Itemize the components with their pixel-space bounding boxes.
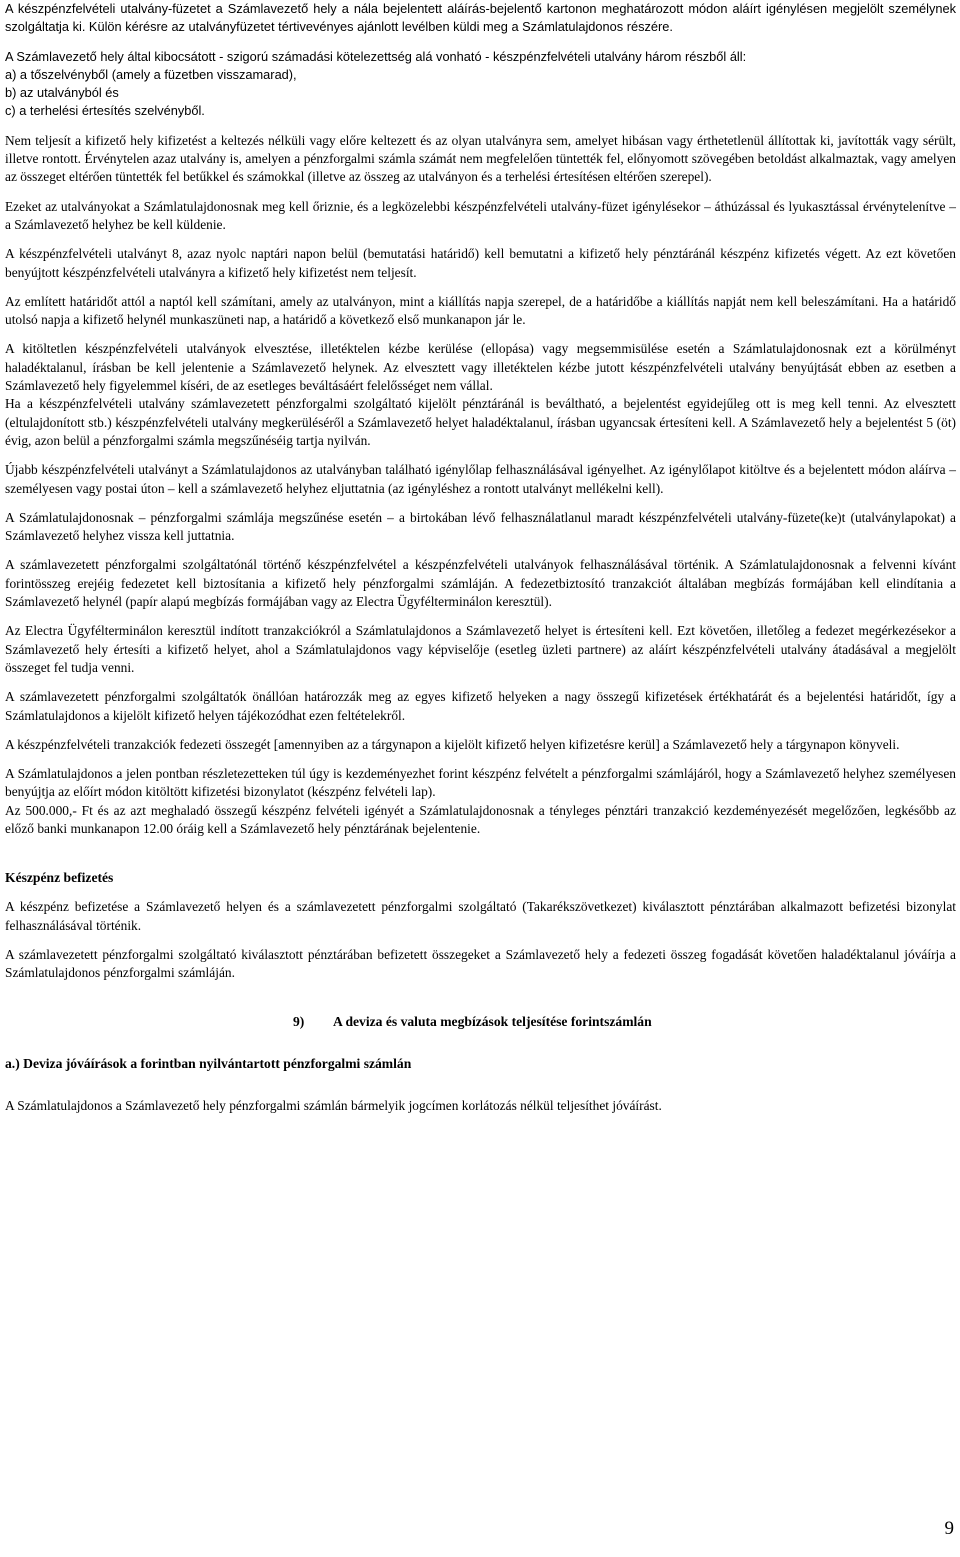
paragraph-retain-vouchers: Ezeket az utalványokat a Számlatulajdonosnak meg kell őriznie, és a legközelebbi készpénzfelvételi utalvány-füzet igénylésekor – áthúzással és lyukasztással érvénytelenítve – a Számlavezető helyhez be kell küldenie. — [5, 198, 956, 232]
paragraph-electra-terminal: Az Electra Ügyfélterminálon keresztül indított tranzakciókról a Számlatulajdonos a Számlavezető helyet is értesíteni kell. Ezt követően, illetőleg a fedezet megérkezésekor a Számlavezető hely értesíti a kifizető helyet, ahol a Számlatulajdonos vagy képviselője (esetleg üzleti partnere) az aláírt készpénzfelvételi utalvány átadásával a megjelölt összeget fel tudja venni. — [5, 623, 956, 675]
section-number: 9) — [293, 1014, 305, 1030]
paragraph-lost-vouchers: A kitöltetlen készpénzfelvételi utalványok elvesztése, illetéktelen kézbe kerülése (ellopása) vagy megsemmisülése esetén a Számlatulajdonosnak ezt a körülményt haladéktalanul, írásban be kell jelentenie a Számlavezető helynek. Az elvesztett vagy illetéktelen kézbe jutott készpénzfelvételi utalvány benyújtását ebben az esetben a Számlavezető hely figyelemmel kíséri, de az esetleges beváltásáért felelősséget nem vállal. — [5, 341, 956, 394]
paragraph-deposit-method: A készpénz befizetése a Számlavezető helyen és a számlavezetett pénzforgalmi szolgáltató (Takarékszövetkezet) kiválasztott pénztárában alkalmazott befizetési bizonylat felhasználásával történik. — [5, 899, 956, 933]
paragraph-deadline-calculation: Az említett határidőt attól a naptól kell számítani, amely az utalványon, mint a kiállítás napja szerepel, de a határidőbe a kiállítás napját nem kell beleszámítani. Ha a határidő utolsó napja a kifizető helynél munkaszüneti nap, a határidő a következő első munkanapon jár le. — [5, 293, 956, 328]
paragraph-credit-any-title: A Számlatulajdonos a Számlavezető hely pénzforgalmi számlán bármelyik jogcímen korlátozás nélkül teljesíthet jóváírást. — [5, 1098, 662, 1114]
paragraph-personal-withdrawal: A Számlatulajdonos a jelen pontban részletezetteken túl úgy is kezdeményezhet forint készpénz felvételt a pénzforgalmi számlájáról, hogy a Számlavezető helyhez személyesen benyújtja az előírt módon kitöltött kifizetési bizonylatot (készpénz felvételi lap). — [5, 766, 956, 800]
intro-paragraph: A készpénzfelvételi utalvány-füzetet a Számlavezető hely a nála bejelentett aláírás-bejelentő kartonon meghatározott módon aláírt igénylésen megjelölt személynek szolgáltatja ki. Külön kérésre az utalványfüzetet tértivevényes ajánlott levélben küldi meg a Számlatulajdonos részére. — [5, 1, 956, 35]
voucher-part-a: a) a tőszelvényből (amely a füzetben visszamarad), — [5, 66, 297, 82]
voucher-parts-intro: A Számlavezető hely által kibocsátott - szigorú számadási kötelezettség alá vonható - készpénzfelvételi utalvány három részből áll: — [5, 48, 747, 64]
paragraph-booking: A készpénzfelvételi tranzakciók fedezeti összegét [amennyiben az a tárgynapon a kijelölt kifizető helyen kifizetésre kerül] a Számlavezető hely a tárgynapon könyveli. — [5, 736, 900, 752]
paragraph-presentation-deadline: A készpénzfelvételi utalványt 8, azaz nyolc naptári napon belül (bemutatási határidő) kell bemutatni a kifizető hely pénztáránál készpénz kifizetés végett. Az ezt követően benyújtott készpénzfelvételi utalványra a kifizető hely kifizetést nem teljesít. — [5, 246, 956, 280]
section-title: A deviza és valuta megbízások teljesítése forintszámlán — [333, 1014, 652, 1030]
paragraph-cash-withdrawal: A számlavezetett pénzforgalmi szolgáltatónál történő készpénzfelvétel a készpénzfelvételi utalványok felhasználásával történik. A Számlatulajdonosnak a felvenni kívánt forintösszeg erejéig fedezetet kell biztosítania a kifizető hely pénzforgalmi számláján. A fedezetbiztosító tranzakciót általában megbízás formájában kell elindítania a Számlavezető helynél (papír alapú megbízás formájában vagy az Electra Ügyfélterminálon keresztül). — [5, 557, 956, 610]
heading-cash-deposit: Készpénz befizetés — [5, 870, 114, 886]
paragraph-lost-vouchers-report: Ha a készpénzfelvételi utalvány számlavezetett pénzforgalmi szolgáltató kijelölt pénztáránál is beváltható, a bejelentést egyidejűleg ott is meg kell tenni. Az elvesztett (eltulajdonított stb.) készpénzfelvételi utalvány megkerüléséről a Számlavezető helyet haladéktalanul, írásban ugyancsak értesíteni kell. A Számlavezető hely a bejelentést 5 (öt) évig, azon belül a pénzforgalmi számla megszűnéséig tartja nyilván. — [5, 396, 956, 448]
paragraph-new-vouchers: Újabb készpénzfelvételi utalványt a Számlatulajdonos az utalványban található igénylőlap felhasználásával igényelhet. Az igénylőlapot kitöltve és a bejelentett módon aláírva – személyesen vagy postai úton – kell a számlavezető helyhez eljuttatnia (az igényléshez a rontott utalványt mellékelni kell). — [5, 462, 956, 496]
section-heading — [5, 1013, 956, 1031]
document-page — [5, 0, 956, 1116]
voucher-part-c: c) a terhelési értesítés szelvényből. — [5, 103, 205, 119]
paragraph-account-closure: A Számlatulajdonosnak – pénzforgalmi számlája megszűnése esetén – a birtokában lévő felhasználatlanul maradt készpénzfelvételi utalvány-füzete(ke)t (utalványlapokat) a Számlavezető helyhez vissza kell juttatnia. — [5, 509, 956, 544]
voucher-part-b: b) az utalványból és — [5, 85, 119, 101]
voucher-parts-block — [5, 48, 956, 121]
paragraph-deposit-crediting: A számlavezetett pénzforgalmi szolgáltató kiválasztott pénztárában befizetett összegeket a Számlavezető hely a fedezeti összeg fogadását követően haladéktalanul jóváírja a Számlatulajdonos pénzforgalmi számláján. — [5, 946, 956, 981]
paragraph-large-amounts: A számlavezetett pénzforgalmi szolgáltatók önállóan határozzák meg az egyes kifizető helyeken a nagy összegű kifizetések értékhatárát és a bejelentési határidőt, így a Számlatulajdonos a kijelölt kifizető helyen tájékozódhat ezen feltételekről. — [5, 689, 956, 723]
subheading-foreign-currency-credits: a.) Deviza jóváírások a forintban nyilvántartott pénzforgalmi számlán — [5, 1056, 412, 1072]
paragraph-invalid-vouchers: Nem teljesít a kifizető hely kifizetést a keltezés nélküli vagy előre keltezett és az olyan utalványra sem, amelyet hibásan vagy érthetetlenül állítottak ki, javították vagy sérült, illetve rontott. Érvénytelen azaz utalvány is, amelyen a pénzforgalmi számla számát nem megfelelően tüntették fel, előnyomott szövegében betoldást alkalmaztak, vagy amelyen az összeget eltérően tüntették fel betűkkel és számokkal (illetve az összeg az utalványon és a terhelési értesítésen eltérően szerepel). — [5, 132, 956, 185]
paragraph-notice-threshold: Az 500.000,- Ft és az azt meghaladó összegű készpénz felvételi igényét a Számlatulajdonosnak a tényleges pénztári tranzakció kezdeményezését megelőzően, legkésőbb az előző banki munkanapon 12.00 óráig kell a Számlavezető hely pénztárának bejelentenie. — [5, 802, 956, 836]
page-number: 9 — [944, 1518, 954, 1539]
